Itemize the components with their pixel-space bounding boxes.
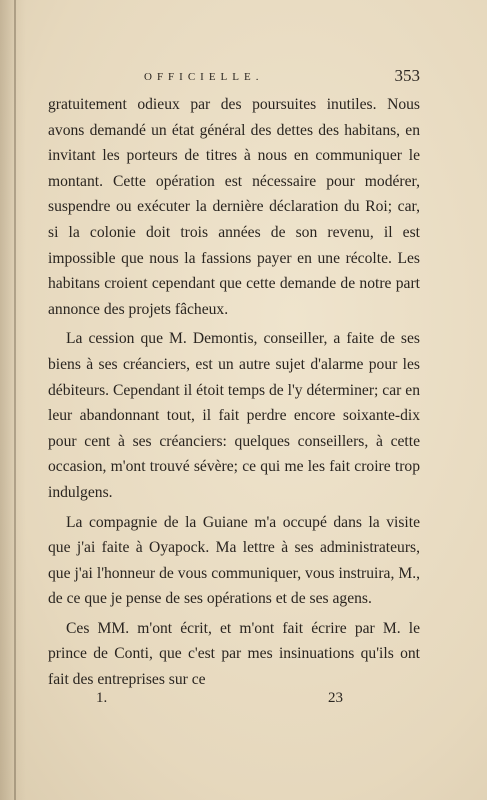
paragraph: Ces MM. m'ont écrit, et m'ont fait écrire par M. le prince de Conti, que c'est par mes insinuations qu'ils ont fait des entreprises sur ce xyxy=(48,619,420,689)
paragraph: La cession que M. Demontis, conseiller, a faite de ses biens à ses créanciers, est un autre sujet d'alarme pour les débiteurs. Cependant il étoit temps de l'y déterminer; car en leur abandonnant tout, il fait perdre encore soixante-dix pour cent à ses créanciers: quelques conseillers, à cette occasion, m'ont trouvé sévère; ce qui me les fait croire trop indulgens. xyxy=(48,330,420,501)
paragraph: gratuitement odieux par des poursuites inutiles. Nous avons demandé un état général des dettes des habitans, en invitant les porteurs de titres à nous en communiquer le montant. Cette opération est nécessaire pour modérer, suspendre ou exécuter la dernière déclaration du Roi; car, si la colonie doit trois années de son revenu, il est impossible que nous la fassions payer en une récolte. Les habitans croient cependant que cette demande de notre part annonce des projets fâcheux. xyxy=(48,96,420,318)
paragraph: La compagnie de la Guiane m'a occupé dans la visite que j'ai faite à Oyapock. Ma lettre à ses administrateurs, que j'ai l'honneur de vous communiquer, vous instruira, M., de ce que je pense de ses opérations et de ses agens. xyxy=(48,513,420,608)
running-head: OFFICIELLE. xyxy=(144,71,264,83)
page-footer xyxy=(96,690,356,710)
page-body xyxy=(48,92,420,697)
page-header xyxy=(60,66,420,90)
gathering-mark: 23 xyxy=(328,690,343,706)
signature-mark: 1. xyxy=(96,690,108,706)
page-number: 353 xyxy=(394,66,420,85)
page-gutter-shadow xyxy=(14,0,16,800)
